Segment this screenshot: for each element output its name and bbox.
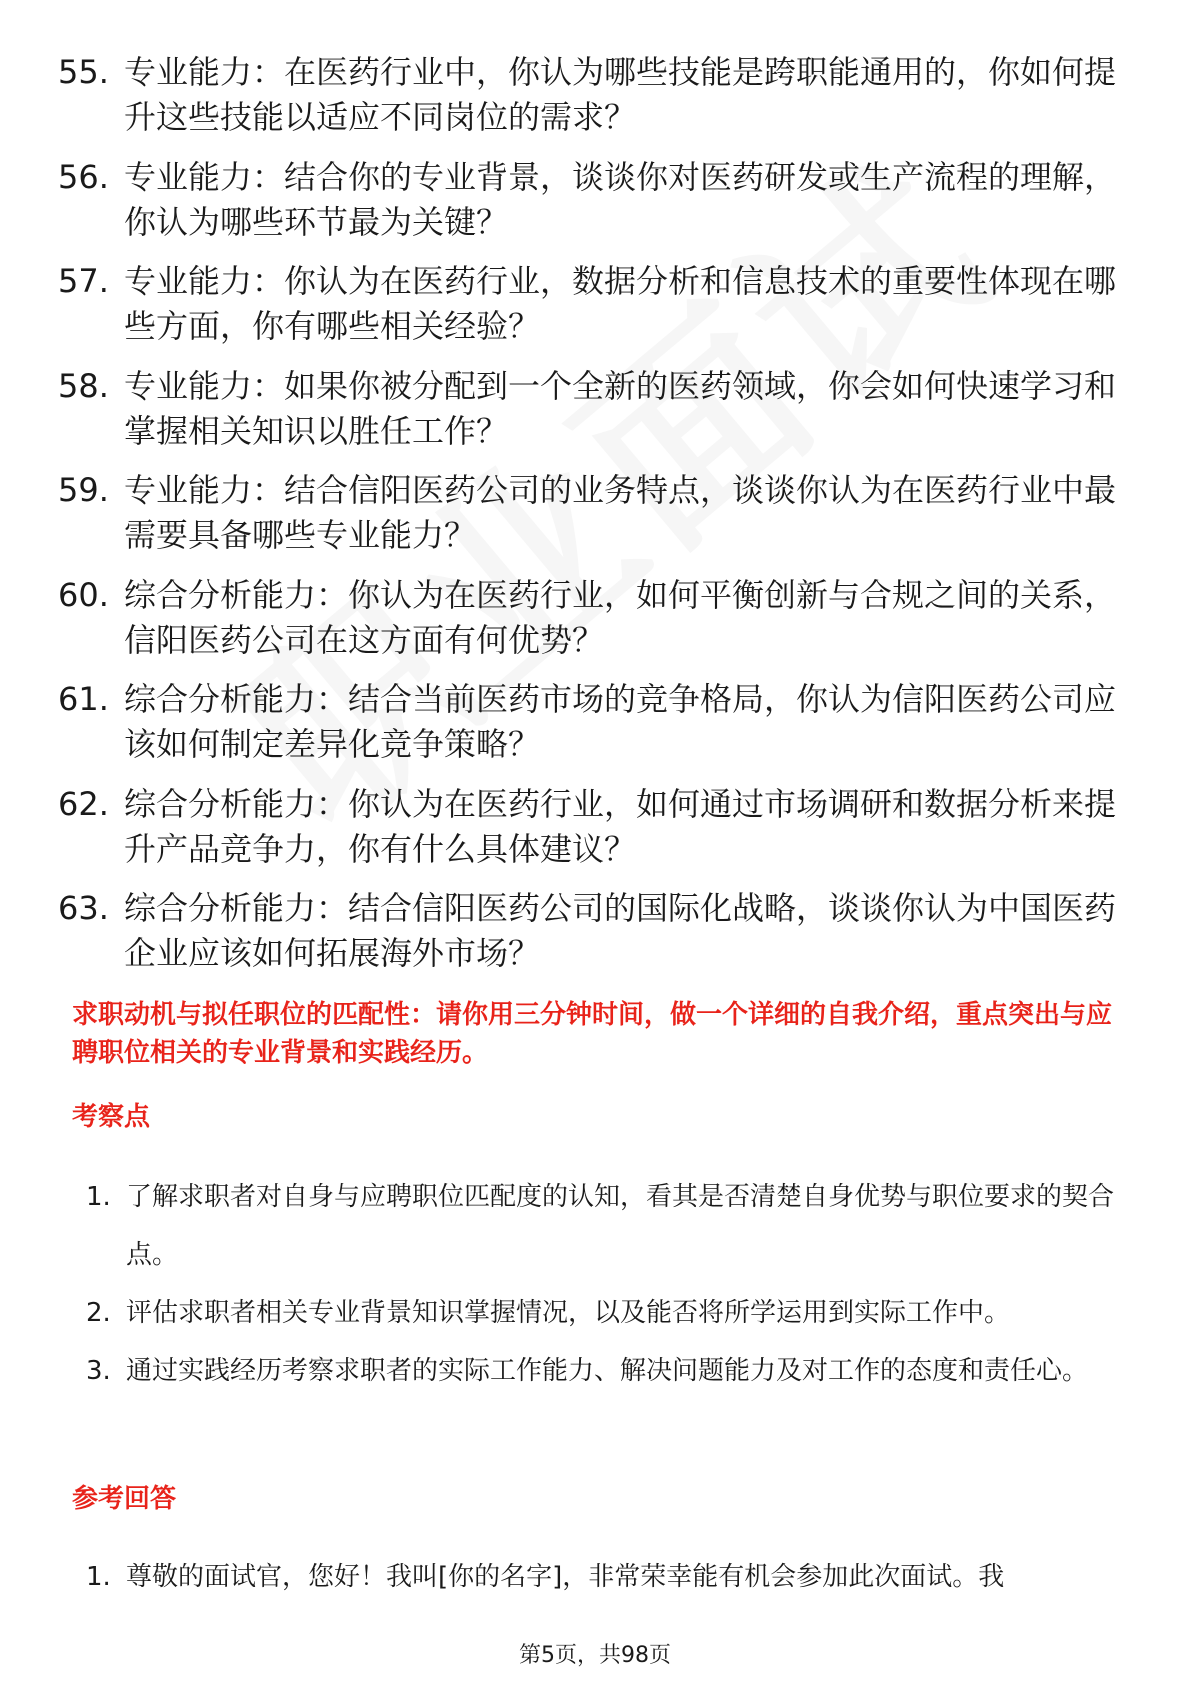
point-number: 2. [86,1298,111,1328]
point-item [86,1168,1121,1284]
question-item [58,50,1118,140]
section-question-title: 求职动机与拟任职位的匹配性：请你用三分钟时间，做一个详细的自我介绍，重点突出与应聘职位相关的专业背景和实践经历。 [72,1000,1113,1068]
question-number: 57. [58,262,109,300]
question-number: 56. [58,157,109,196]
answer-heading: 参考回答 [72,1484,177,1514]
question-item [58,782,1118,872]
page-footer: 第5页，共98页 [519,1643,671,1668]
question-item [58,886,1118,976]
question-number: 63. [58,889,109,927]
question-text: 专业能力：在医药行业中，你认为哪些技能是跨职能通用的，你如何提升这些技能以适应不同岗位的需求？ [124,53,1117,136]
answer-list [86,1548,1121,1606]
question-number: 61. [58,680,109,718]
answer-text: 尊敬的面试官，您好！我叫[你的名字]，非常荣幸能有机会参加此次面试。我 [126,1562,1005,1592]
question-text: 综合分析能力：结合信阳医药公司的国际化战略，谈谈你认为中国医药企业应该如何拓展海外市场？ [124,889,1117,972]
question-text: 综合分析能力：结合当前医药市场的竞争格局，你认为信阳医药公司应该如何制定差异化竞争策略？ [124,680,1117,763]
point-text: 通过实践经历考察求职者的实际工作能力、解决问题能力及对工作的态度和责任心。 [126,1356,1089,1386]
answer-number: 1. [86,1562,111,1592]
point-item [86,1284,1121,1342]
question-text: 专业能力：结合信阳医药公司的业务特点，谈谈你认为在医药行业中最需要具备哪些专业能力？ [124,471,1117,554]
points-heading: 考察点 [72,1102,151,1132]
question-text: 专业能力：你认为在医药行业，数据分析和信息技术的重要性体现在哪些方面，你有哪些相关经验？ [124,262,1117,345]
question-item [58,468,1118,558]
question-number: 59. [58,471,109,509]
question-text: 专业能力：结合你的专业背景，谈谈你对医药研发或生产流程的理解，你认为哪些环节最为关键？ [124,157,1117,241]
question-text: 综合分析能力：你认为在医药行业，如何平衡创新与合规之间的关系，信阳医药公司在这方面有何优势？ [124,575,1117,659]
question-number: 62. [58,784,109,823]
answer-item [86,1548,1121,1606]
point-number: 3. [86,1356,111,1386]
question-list [58,50,1118,991]
question-number: 55. [58,53,109,91]
points-list [86,1168,1121,1400]
question-text: 专业能力：如果你被分配到一个全新的医药领域，你会如何快速学习和掌握相关知识以胜任工作？ [124,366,1117,450]
question-item [58,364,1118,454]
point-number: 1. [86,1182,111,1212]
question-item [58,677,1118,767]
question-number: 60. [58,575,109,614]
question-text: 综合分析能力：你认为在医药行业，如何通过市场调研和数据分析来提升产品竞争力，你有什么具体建议？ [124,784,1117,868]
question-number: 58. [58,366,109,405]
point-item [86,1342,1121,1400]
question-item [58,573,1118,663]
question-item [58,155,1118,245]
question-item [58,259,1118,349]
point-text: 了解求职者对自身与应聘职位匹配度的认知，看其是否清楚自身优势与职位要求的契合点。 [126,1182,1115,1270]
point-text: 评估求职者相关专业背景知识掌握情况，以及能否将所学运用到实际工作中。 [126,1298,1011,1328]
